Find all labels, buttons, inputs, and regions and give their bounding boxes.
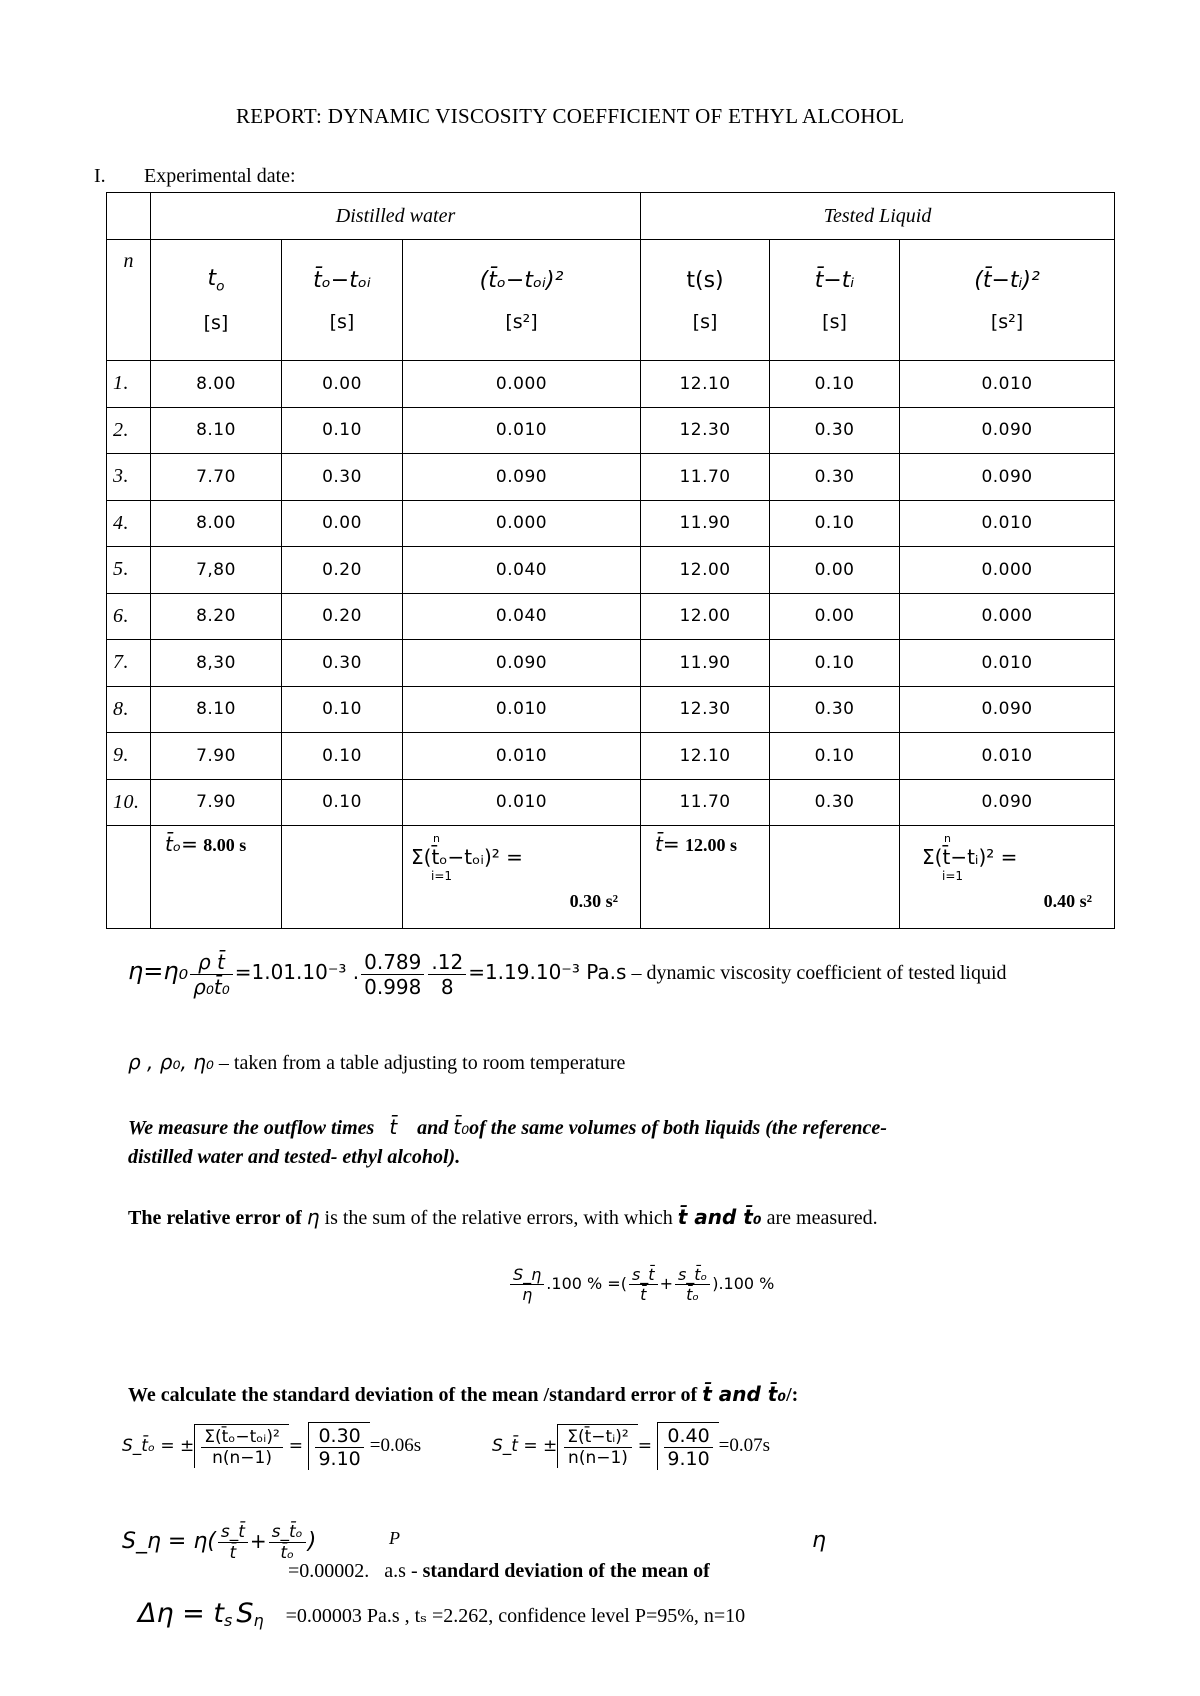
cell-sq0: 0.010	[403, 779, 641, 826]
cell-d0: 0.10	[282, 733, 403, 780]
cell-n: 8.	[107, 686, 151, 733]
cell-sq: 0.090	[900, 407, 1115, 454]
delta-eta-formula: $\Delta\eta = t_s$ $S_\eta =0.00003$ Pa.s , tₛ =2.262, confidence level P=95%, n=10	[138, 1598, 746, 1631]
sum-sq-cell: n Σ(t̄−tᵢ)² = i=1 0.40 s²	[900, 826, 1115, 929]
group-distilled-water: Distilled water	[151, 193, 641, 240]
std-deviation-heading: We calculate the standard deviation of the mean /standard error of t̄ and t̄₀/:	[128, 1382, 799, 1406]
cell-d0: 0.30	[282, 640, 403, 687]
cell-t: 12.00	[641, 547, 770, 594]
report-title: REPORT: DYNAMIC VISCOSITY COEFFICIENT OF ETHYL ALCOHOL	[236, 104, 905, 128]
summary-empty-dev0	[282, 826, 403, 929]
cell-sq0: 0.010	[403, 686, 641, 733]
table-row	[107, 733, 1115, 780]
cell-t: 12.30	[641, 407, 770, 454]
table-row	[107, 500, 1115, 547]
cell-t0: 8.20	[151, 593, 282, 640]
cell-d0: 0.30	[282, 454, 403, 501]
viscosity-formula: η=η₀ $\frac{\text{ρ t̄}}{\text{ρ₀t̄₀}}$ =1.01.10⁻³ . $\frac{0.789}{0.998}$ $\frac{.12}{8}$ =1.19.10⁻³ Pa.s – dynamic viscosity coefficient of tested liquid	[128, 950, 1007, 999]
std-dev-eta-formula: S_η = η( $\frac{s\_t̄}{t̄}$ + $\frac{\text{s\_t̄ₒ}}{\text{t̄ₒ}}$ )	[122, 1522, 317, 1563]
cell-sq: 0.010	[900, 361, 1115, 408]
std-dev-eta-value: =0.00002. a.s - standard deviation of the mean of	[288, 1560, 710, 1582]
cell-d: 0.30	[770, 454, 900, 501]
sum-sq0-cell: n Σ(t̄ₒ−tₒᵢ)² = i=1 0.30 s²	[403, 826, 641, 929]
table-row	[107, 686, 1115, 733]
cell-t: 11.70	[641, 779, 770, 826]
cell-sq0: 0.000	[403, 500, 641, 547]
cell-sq: 0.090	[900, 454, 1115, 501]
section-heading	[94, 165, 296, 188]
cell-t: 11.90	[641, 500, 770, 547]
relative-error-line: The relative error of η is the sum of the relative errors, with which t̄ and t̄₀ are measured.	[128, 1205, 878, 1229]
relative-error-formula: $\frac{S\_\eta}{\eta}$ .100 % =( $\frac{s\_t̄}{t̄}$ + $\frac{\text{s\_t̄ₒ}}{\text{t̄ₒ}}$ ).100 %	[508, 1265, 774, 1304]
mean-t-cell: t̄= 12.00 s	[641, 826, 770, 929]
cell-d0: 0.10	[282, 686, 403, 733]
cell-sq0: 0.000	[403, 361, 641, 408]
cell-sq0: 0.010	[403, 733, 641, 780]
section-number: I.	[94, 165, 106, 187]
cell-t0: 8.10	[151, 407, 282, 454]
col-header-sq0: (t̄ₒ−tₒᵢ)² [s²]	[403, 240, 641, 361]
table-row	[107, 640, 1115, 687]
cell-d: 0.10	[770, 640, 900, 687]
summary-empty-n	[107, 826, 151, 929]
corner-cell	[107, 193, 151, 240]
cell-t: 12.00	[641, 593, 770, 640]
col-header-t: t(s) [s]	[641, 240, 770, 361]
cell-t0: 7.90	[151, 733, 282, 780]
viscosity-formula-desc: – dynamic viscosity coefficient of tested liquid	[631, 962, 1007, 985]
cell-d0: 0.00	[282, 500, 403, 547]
cell-n: 5.	[107, 547, 151, 594]
cell-t0: 7,80	[151, 547, 282, 594]
cell-sq: 0.000	[900, 593, 1115, 640]
cell-sq: 0.090	[900, 779, 1115, 826]
cell-d: 0.30	[770, 779, 900, 826]
cell-sq: 0.000	[900, 547, 1115, 594]
cell-d: 0.00	[770, 547, 900, 594]
std-dev-t0-formula: S_t̄ₒ = ± $\frac{\text{Σ(t̄ₒ−tₒᵢ)²}}{n(n-1)}$ = $\frac{0.30}{9.10}$ =0.06s	[122, 1422, 421, 1470]
cell-sq: 0.010	[900, 500, 1115, 547]
cell-n: 2.	[107, 407, 151, 454]
cell-d: 0.10	[770, 500, 900, 547]
measurement-note: We measure the outflow times t̄ and t̄₀of the same volumes of both liquids (the reference- distilled water and tested- ethyl alcohol).	[128, 1115, 887, 1168]
cell-sq0: 0.090	[403, 640, 641, 687]
col-header-dev0: t̄ₒ−tₒᵢ [s]	[282, 240, 403, 361]
cell-t: 12.30	[641, 686, 770, 733]
cell-n: 3.	[107, 454, 151, 501]
group-tested-liquid: Tested Liquid	[641, 193, 1115, 240]
cell-d: 0.30	[770, 686, 900, 733]
cell-n: 10.	[107, 779, 151, 826]
mean-t0-cell: t̄ₒ= 8.00 s	[151, 826, 282, 929]
cell-d: 0.30	[770, 407, 900, 454]
col-header-sq: (t̄−tᵢ)² [s²]	[900, 240, 1115, 361]
col-header-dev: t̄−tᵢ [s]	[770, 240, 900, 361]
cell-t0: 8.00	[151, 500, 282, 547]
cell-sq0: 0.090	[403, 454, 641, 501]
cell-t: 11.70	[641, 454, 770, 501]
data-table	[106, 192, 1115, 929]
cell-sq: 0.010	[900, 640, 1115, 687]
cell-d0: 0.20	[282, 547, 403, 594]
cell-sq: 0.010	[900, 733, 1115, 780]
cell-t0: 8.00	[151, 361, 282, 408]
std-dev-eta-symbol: η	[812, 1528, 826, 1553]
cell-t: 11.90	[641, 640, 770, 687]
cell-d0: 0.00	[282, 361, 403, 408]
cell-t: 12.10	[641, 733, 770, 780]
cell-n: 1.	[107, 361, 151, 408]
cell-d0: 0.20	[282, 593, 403, 640]
table-row	[107, 593, 1115, 640]
col-header-n: n	[107, 240, 151, 361]
cell-n: 9.	[107, 733, 151, 780]
cell-t: 12.10	[641, 361, 770, 408]
table-row	[107, 547, 1115, 594]
std-dev-eta-p: P	[389, 1528, 400, 1548]
table-row	[107, 407, 1115, 454]
cell-d: 0.10	[770, 361, 900, 408]
section-label: Experimental date:	[144, 165, 296, 187]
cell-t0: 8.10	[151, 686, 282, 733]
cell-sq: 0.090	[900, 686, 1115, 733]
cell-sq0: 0.010	[403, 407, 641, 454]
cell-n: 7.	[107, 640, 151, 687]
cell-sq0: 0.040	[403, 593, 641, 640]
std-dev-t-formula: S_t̄ = ± $\frac{\text{Σ(t̄−tᵢ)²}}{n(n-1)}$ = $\frac{0.40}{9.10}$ =0.07s	[492, 1422, 770, 1470]
col-header-t0: $t_o$ [s]	[151, 240, 282, 361]
cell-n: 4.	[107, 500, 151, 547]
table-row	[107, 779, 1115, 826]
cell-n: 6.	[107, 593, 151, 640]
cell-d: 0.10	[770, 733, 900, 780]
cell-t0: 7.90	[151, 779, 282, 826]
cell-d0: 0.10	[282, 407, 403, 454]
table-row	[107, 454, 1115, 501]
summary-empty-dev	[770, 826, 900, 929]
cell-d: 0.00	[770, 593, 900, 640]
constants-line: ρ , ρ₀, η₀ – taken from a table adjusting to room temperature	[128, 1050, 626, 1074]
cell-t0: 8,30	[151, 640, 282, 687]
table-row	[107, 361, 1115, 408]
cell-sq0: 0.040	[403, 547, 641, 594]
cell-t0: 7.70	[151, 454, 282, 501]
cell-d0: 0.10	[282, 779, 403, 826]
